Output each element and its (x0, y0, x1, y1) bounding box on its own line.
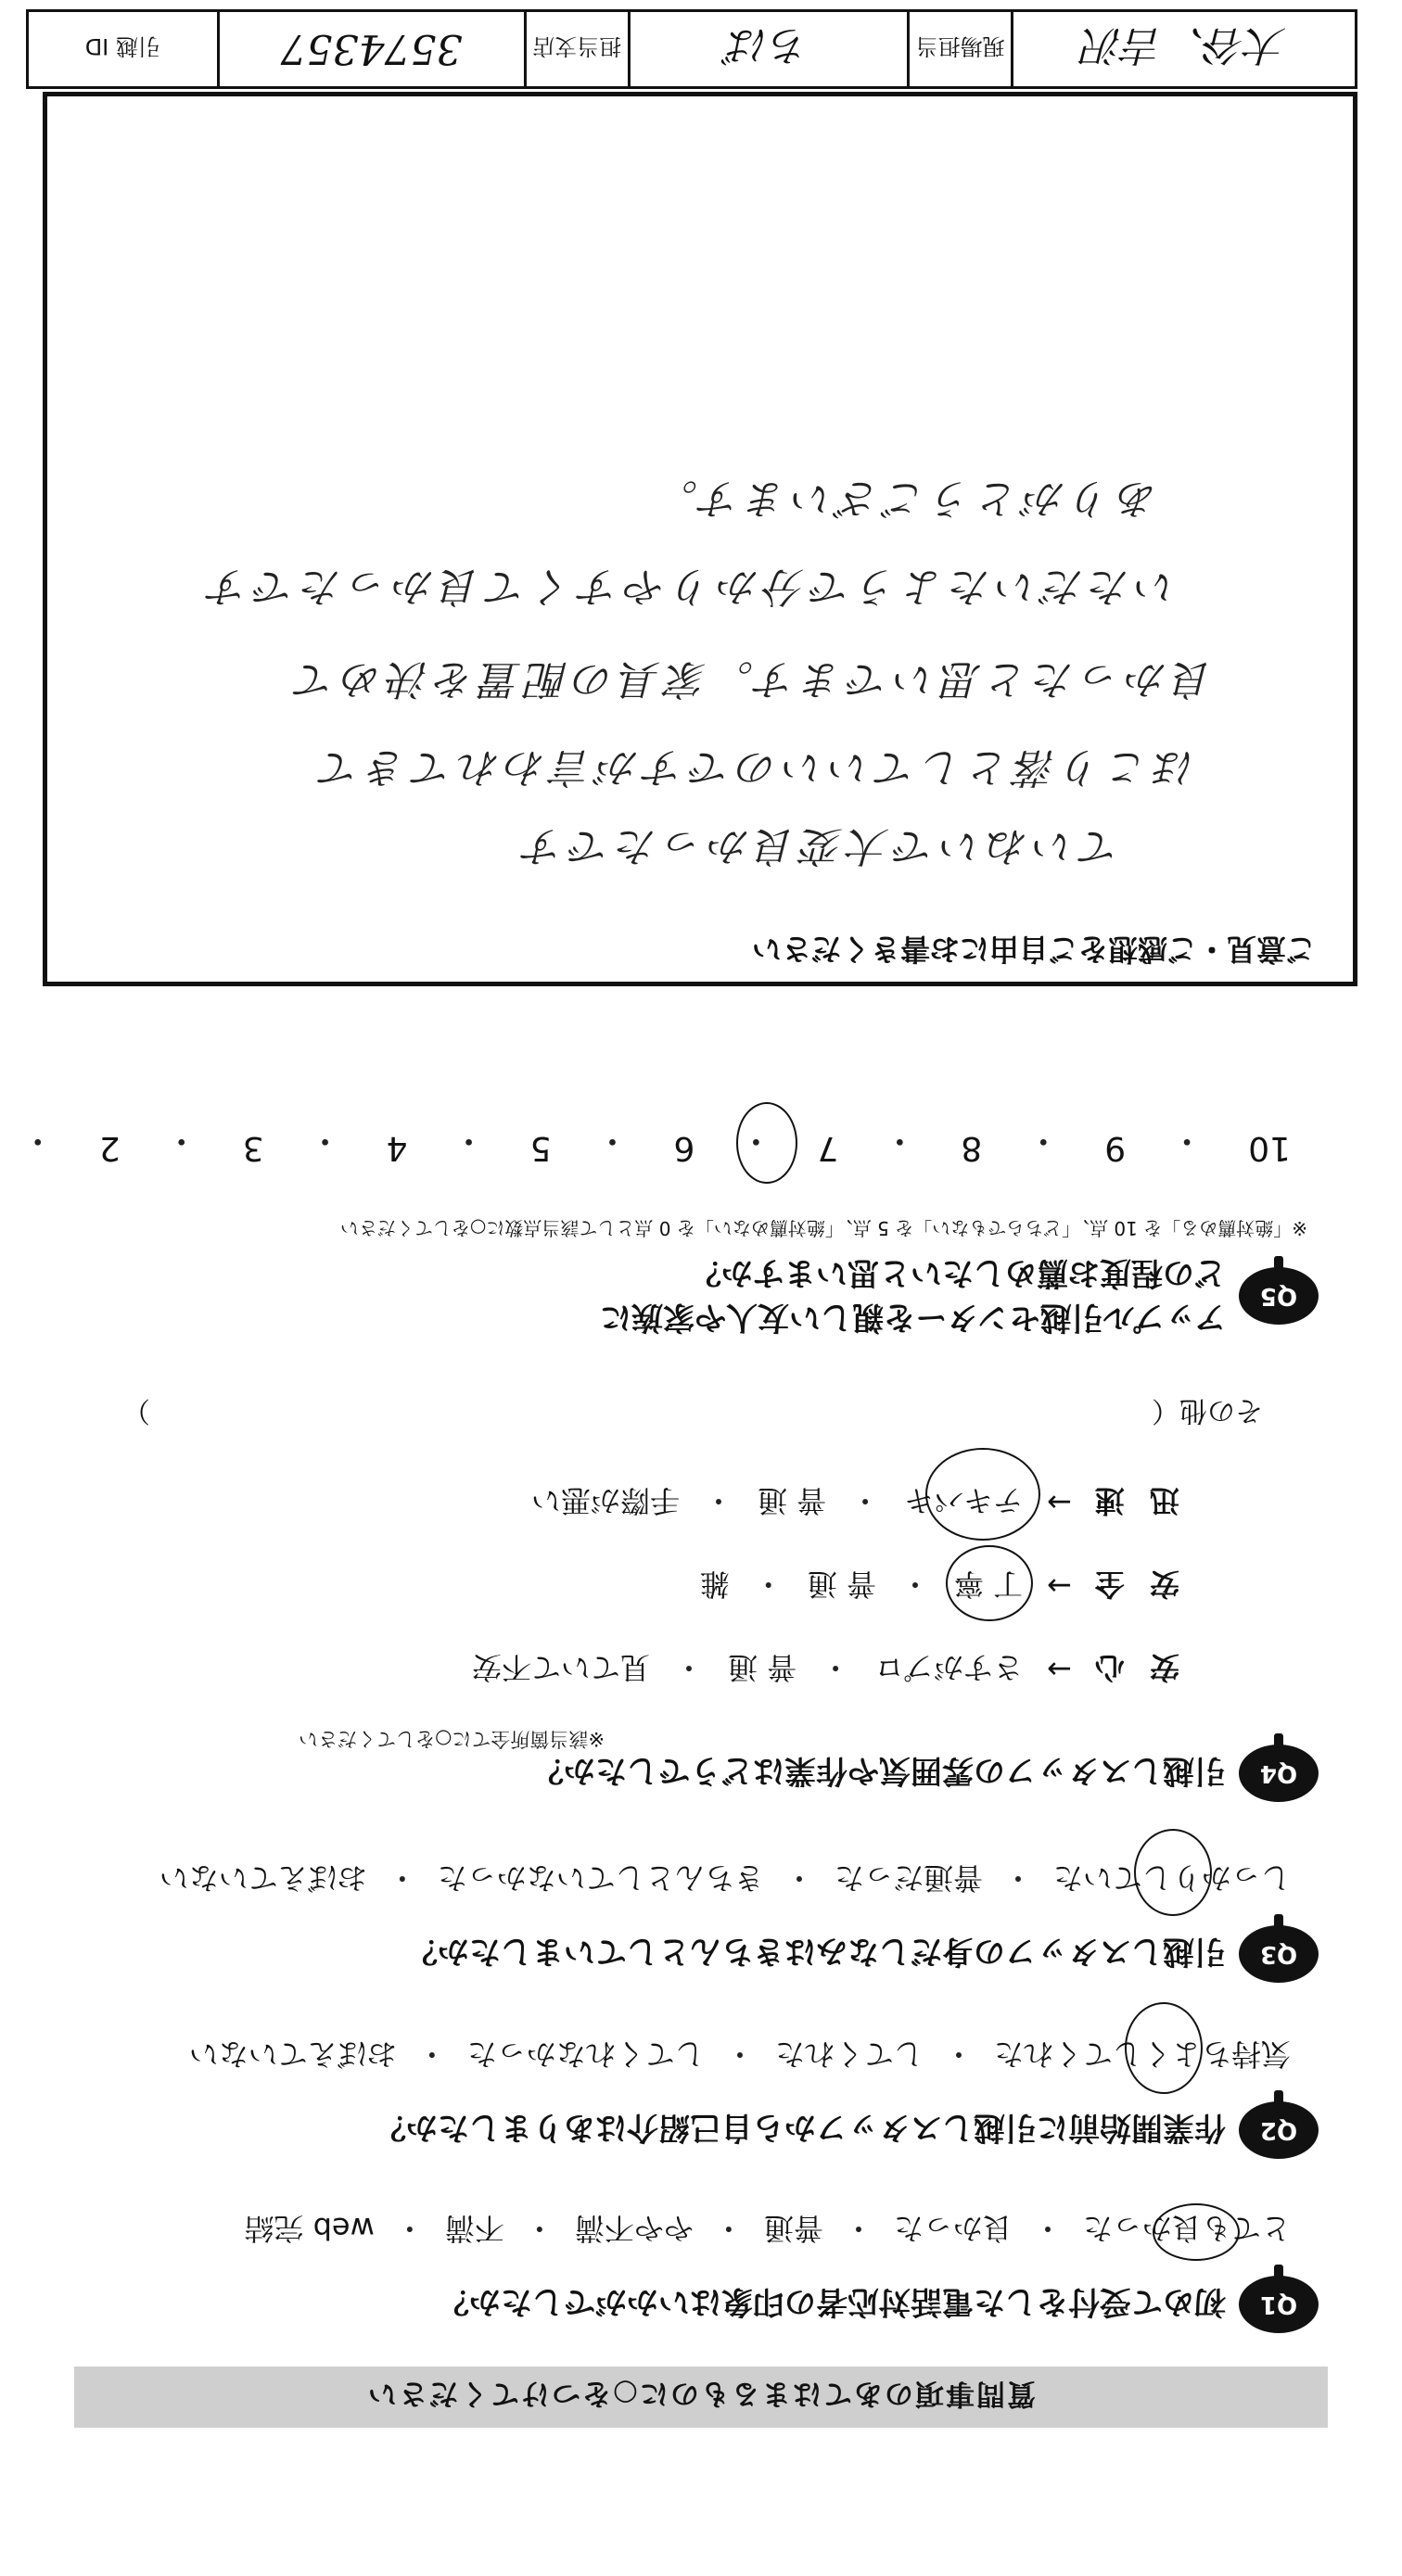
q2-options: 気持ちよくしてくれた ・ してくれた ・ してくれなかった ・ おぼえていない (189, 2035, 1291, 2077)
q1-badge (1239, 2276, 1319, 2333)
q3-option-1[interactable]: しっかりしていた (1052, 1860, 1291, 1896)
comment-line-5: ありがとうございます。 (651, 475, 1158, 522)
q4-row-3-option-3[interactable]: 手際が悪い (530, 1483, 680, 1518)
q4-row-3-option-2[interactable]: 普 通 (757, 1483, 827, 1518)
q3-options: しっかりしていた ・ 普通だった ・ きちんとしていなかった ・ おぼえていない (159, 1859, 1291, 1901)
q4-note: ※該当箇所全てに○をしてください (299, 1728, 605, 1750)
q1-option-4[interactable]: やや不満 (574, 2211, 694, 2246)
q3-badge (1239, 1925, 1319, 1983)
q4-row-2-head: 安 全 (1087, 1567, 1179, 1602)
lead-value-cell (1011, 12, 1355, 86)
q4-other-row (122, 1393, 1263, 1434)
q5-score-5[interactable]: 5 (529, 1129, 552, 1167)
q4-row-jinsoku: 迅 速 → テキパキ ・ 普 通 ・ 手際が悪い (531, 1481, 1179, 1524)
q5-answer-circle (736, 1102, 797, 1184)
q5-score-10[interactable]: 10 (1248, 1129, 1291, 1167)
q5-note: ※「絶対薦める」を 10 点、「どちらでもない」を 5 点、「絶対薦めない」を 0 点として該当点数に○をしてください (339, 1217, 1307, 1239)
q4-row-2-arrow: → (1047, 1568, 1072, 1604)
id-value-cell (217, 12, 524, 86)
branch-label: 担当支店 (532, 33, 622, 60)
q5-badge-label: Q5 (1259, 1282, 1298, 1310)
header-table (26, 9, 1357, 89)
q4-row-3-option-1[interactable]: テキパキ (904, 1483, 1024, 1518)
q4-row-2-option-1[interactable]: 丁 寧 (954, 1567, 1024, 1602)
q4-row-1-head: 安 心 (1087, 1650, 1179, 1685)
q3-answer-circle (1134, 1829, 1212, 1916)
branch-label-cell (524, 12, 628, 86)
q4-badge (1239, 1745, 1319, 1802)
branch-value: ちば (727, 21, 809, 69)
q4-row-2-option-3[interactable]: 雑 (699, 1567, 730, 1602)
id-label-cell (29, 12, 217, 86)
q5-score-9[interactable]: 9 (1104, 1129, 1127, 1167)
q3-badge-label: Q3 (1259, 1940, 1298, 1968)
q3-text: 引越しスタッフの身だしなみはきちんとしていましたか？ (406, 1933, 1226, 1970)
q4-row-3-head: 迅 速 (1087, 1483, 1179, 1518)
q1-text: 初めて受付をした電話対応者の印象はいかがでしたか？ (438, 2283, 1226, 2320)
question-q1 (57, 2203, 1319, 2333)
q2-option-4[interactable]: おぼえていない (188, 2037, 397, 2072)
comment-title: ご意見・ご感想をご自由にお書きください (751, 932, 1316, 967)
q1-option-1[interactable]: とても良かった (1082, 2211, 1291, 2246)
q5-score-4[interactable]: 4 (386, 1129, 408, 1167)
comment-line-1: ていねいで大変良かったです (518, 822, 1121, 869)
comment-line-4: いただいたようで分かりやすくて良かったです (203, 563, 1177, 610)
q5-scale: 10 ・ 9 ・ 8 ・ 7 ・ 6 ・ 5 ・ 4 ・ 3 ・ 2 ・ (20, 1122, 1291, 1167)
q1-option-2[interactable]: 良かった (893, 2211, 1013, 2246)
q5-score-7[interactable]: 7 (817, 1129, 839, 1167)
lead-label-cell (907, 12, 1011, 86)
q4-row-1-option-1[interactable]: さすがプロ (874, 1650, 1024, 1685)
branch-value-cell (628, 12, 907, 86)
instruction-banner (74, 2367, 1328, 2428)
q2-badge-label: Q2 (1259, 2116, 1298, 2144)
q1-badge-label: Q1 (1259, 2290, 1298, 2318)
q5-score-8[interactable]: 8 (961, 1129, 983, 1167)
q1-option-6[interactable]: web 完結 (244, 2211, 375, 2246)
q5-score-6[interactable]: 6 (673, 1129, 695, 1167)
question-q5 (20, 1028, 1319, 1343)
q2-option-2[interactable]: してくれた (774, 2037, 924, 2072)
q5-text-line1: アップル引越センターを親しい友人や家族に (600, 1299, 1226, 1336)
question-q4 (57, 1483, 1319, 1802)
q3-option-2[interactable]: 普通だった (834, 1860, 983, 1896)
q3-option-3[interactable]: きちんとしていなかった (437, 1860, 764, 1896)
q4-row-anshin: 安 心 → さすがプロ ・ 普 通 ・ 見ていて不安 (472, 1648, 1179, 1691)
q5-score-3[interactable]: 3 (242, 1129, 264, 1167)
lead-label: 現場担当 (915, 33, 1005, 60)
q1-answer-circle (1153, 2203, 1240, 2261)
q4-row-2-option-2[interactable]: 普 通 (807, 1567, 876, 1602)
q4-badge-label: Q4 (1259, 1759, 1298, 1787)
lead-value: 大谷、吉沢 (1082, 21, 1287, 69)
q3-option-4[interactable]: おぼえていない (159, 1860, 367, 1896)
question-q2 (57, 2029, 1319, 2159)
q5-text-line2: どの程度お薦めしたいと思いますか？ (690, 1254, 1226, 1291)
q5-score-2[interactable]: 2 (98, 1129, 121, 1167)
q4-other-close: ） (122, 1394, 150, 1427)
q4-row-anzen: 安 全 → 丁 寧 ・ 普 通 ・ 雑 (700, 1565, 1179, 1607)
q2-answer-circle (1125, 2002, 1203, 2094)
comment-line-3: 良かったと思いでます。家具の配置を決めて (289, 655, 1214, 703)
q5-badge (1239, 1267, 1319, 1325)
q4-row-1-arrow: → (1047, 1652, 1072, 1687)
instruction-text: 質問事項のあてはまるものに○をつけてください (365, 2377, 1037, 2411)
q4-row-1-option-3[interactable]: 見ていて不安 (471, 1650, 650, 1685)
comment-line-2: ほこり落としていいのですが言われてきて (314, 743, 1195, 791)
q1-option-3[interactable]: 普通 (763, 2211, 823, 2246)
q1-options: とても良かった ・ 良かった ・ 普通 ・ やや不満 ・ 不満 ・ web 完結 (244, 2209, 1291, 2252)
q2-badge (1239, 2101, 1319, 2159)
q2-option-3[interactable]: してくれなかった (466, 2037, 705, 2072)
q4-row-2-answer-circle (946, 1545, 1033, 1621)
q1-option-5[interactable]: 不満 (444, 2211, 504, 2246)
question-q3 (57, 1853, 1319, 1983)
q4-other-label: その他（ (1152, 1394, 1263, 1427)
q4-text: 引越しスタッフの雰囲気や作業はどうでしたか？ (532, 1752, 1226, 1789)
q2-option-1[interactable]: 気持ちよくしてくれた (993, 2037, 1291, 2072)
id-label: 引越 ID (84, 33, 160, 60)
q2-text: 作業開始前に引越しスタッフから自己紹介はありましたか？ (375, 2109, 1226, 2146)
q4-row-3-answer-circle (925, 1448, 1040, 1541)
q4-row-1-option-2[interactable]: 普 通 (727, 1650, 797, 1685)
id-value: 3574357 (280, 25, 463, 73)
comment-box (43, 92, 1357, 986)
q4-row-3-arrow: → (1047, 1485, 1072, 1520)
